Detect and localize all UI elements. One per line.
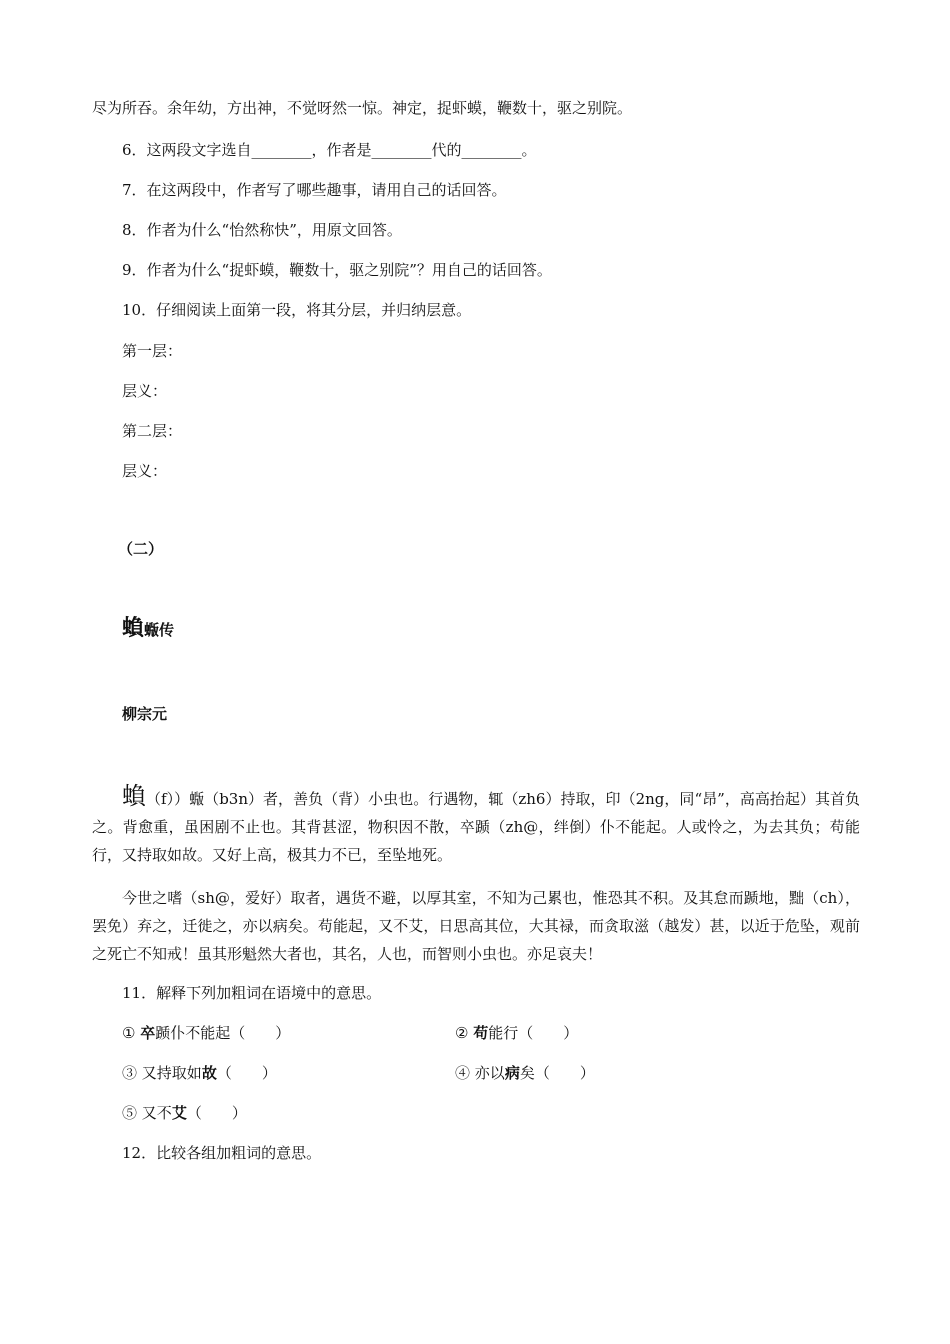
q11-item-2: ② 苟能行（ ）	[455, 1024, 579, 1042]
q11-item-1: ① 卒踬仆不能起（ ）	[122, 1024, 291, 1042]
q11-item-3: ③ 又持取如故（ ）	[122, 1064, 277, 1082]
q11-item-4: ④ 亦以病矣（ ）	[455, 1064, 595, 1082]
continuation-text: 尽为所吞。余年幼，方出神，不觉呀然一惊。神定，捉虾蟆，鞭数十，驱之别院。	[92, 99, 633, 117]
question-9: 9．作者为什么“捉虾蟆，鞭数十，驱之别院”？用自己的话回答。	[122, 261, 552, 279]
layer-1-label: 第一层：	[122, 342, 183, 360]
dropcap-char: 蝜	[122, 782, 147, 810]
paragraph-1	[92, 782, 860, 869]
article-title	[122, 618, 174, 641]
question-12: 12．比较各组加粗词的意思。	[122, 1144, 322, 1162]
paragraph-1-line1: （f））蝂（b3n）者，善负（背）小虫也。行遇物，辄（zh6）持取，印（2ng，同“昂”，高高	[146, 790, 770, 808]
question-7: 7．在这两段中，作者写了哪些趣事，请用自己的话回答。	[122, 181, 507, 199]
paragraph-1-rest: 抬起）其首负之。背愈重，虽困剧不止也。其背甚涩，物积因不散，卒踬（zh@，绊倒）仆不能起。人或怜之，为去其负；苟能行，又持取如故。又好上高，极其力不已，至坠地死。	[92, 790, 860, 864]
layer-2-meaning: 层义：	[122, 462, 168, 480]
q11-item-5: ⑤ 又不艾（ ）	[122, 1104, 247, 1122]
author-name: 柳宗元	[122, 705, 168, 723]
title-rest: 蝂传	[144, 621, 175, 639]
paragraph-2: 今世之嗜（sh@，爱好）取者，遇货不避，以厚其室，不知为己累也，惟恐其不积。及其怠而踬地，黜（ch），罢免）弃之，迁徙之，亦以病矣。苟能起，又不艾，日思高其位，大其禄，而贪取滋（越发）甚，以近于危坠，观前之死亡不知戒！虽其形魁然大者也，其名，人也，而智则小虫也。亦足哀夫！	[92, 889, 860, 963]
question-8: 8．作者为什么“怡然称快”，用原文回答。	[122, 221, 402, 239]
title-char-big: 蝜	[122, 616, 145, 641]
layer-1-meaning: 层义：	[122, 382, 168, 400]
layer-2-label: 第二层：	[122, 422, 183, 440]
question-10: 10．仔细阅读上面第一段，将其分层，并归纳层意。	[122, 301, 472, 319]
section-label: （二）	[118, 540, 164, 558]
question-11: 11．解释下列加粗词在语境中的意思。	[122, 984, 382, 1002]
question-6: 6．这两段文字选自________，作者是________代的________。	[122, 141, 537, 159]
